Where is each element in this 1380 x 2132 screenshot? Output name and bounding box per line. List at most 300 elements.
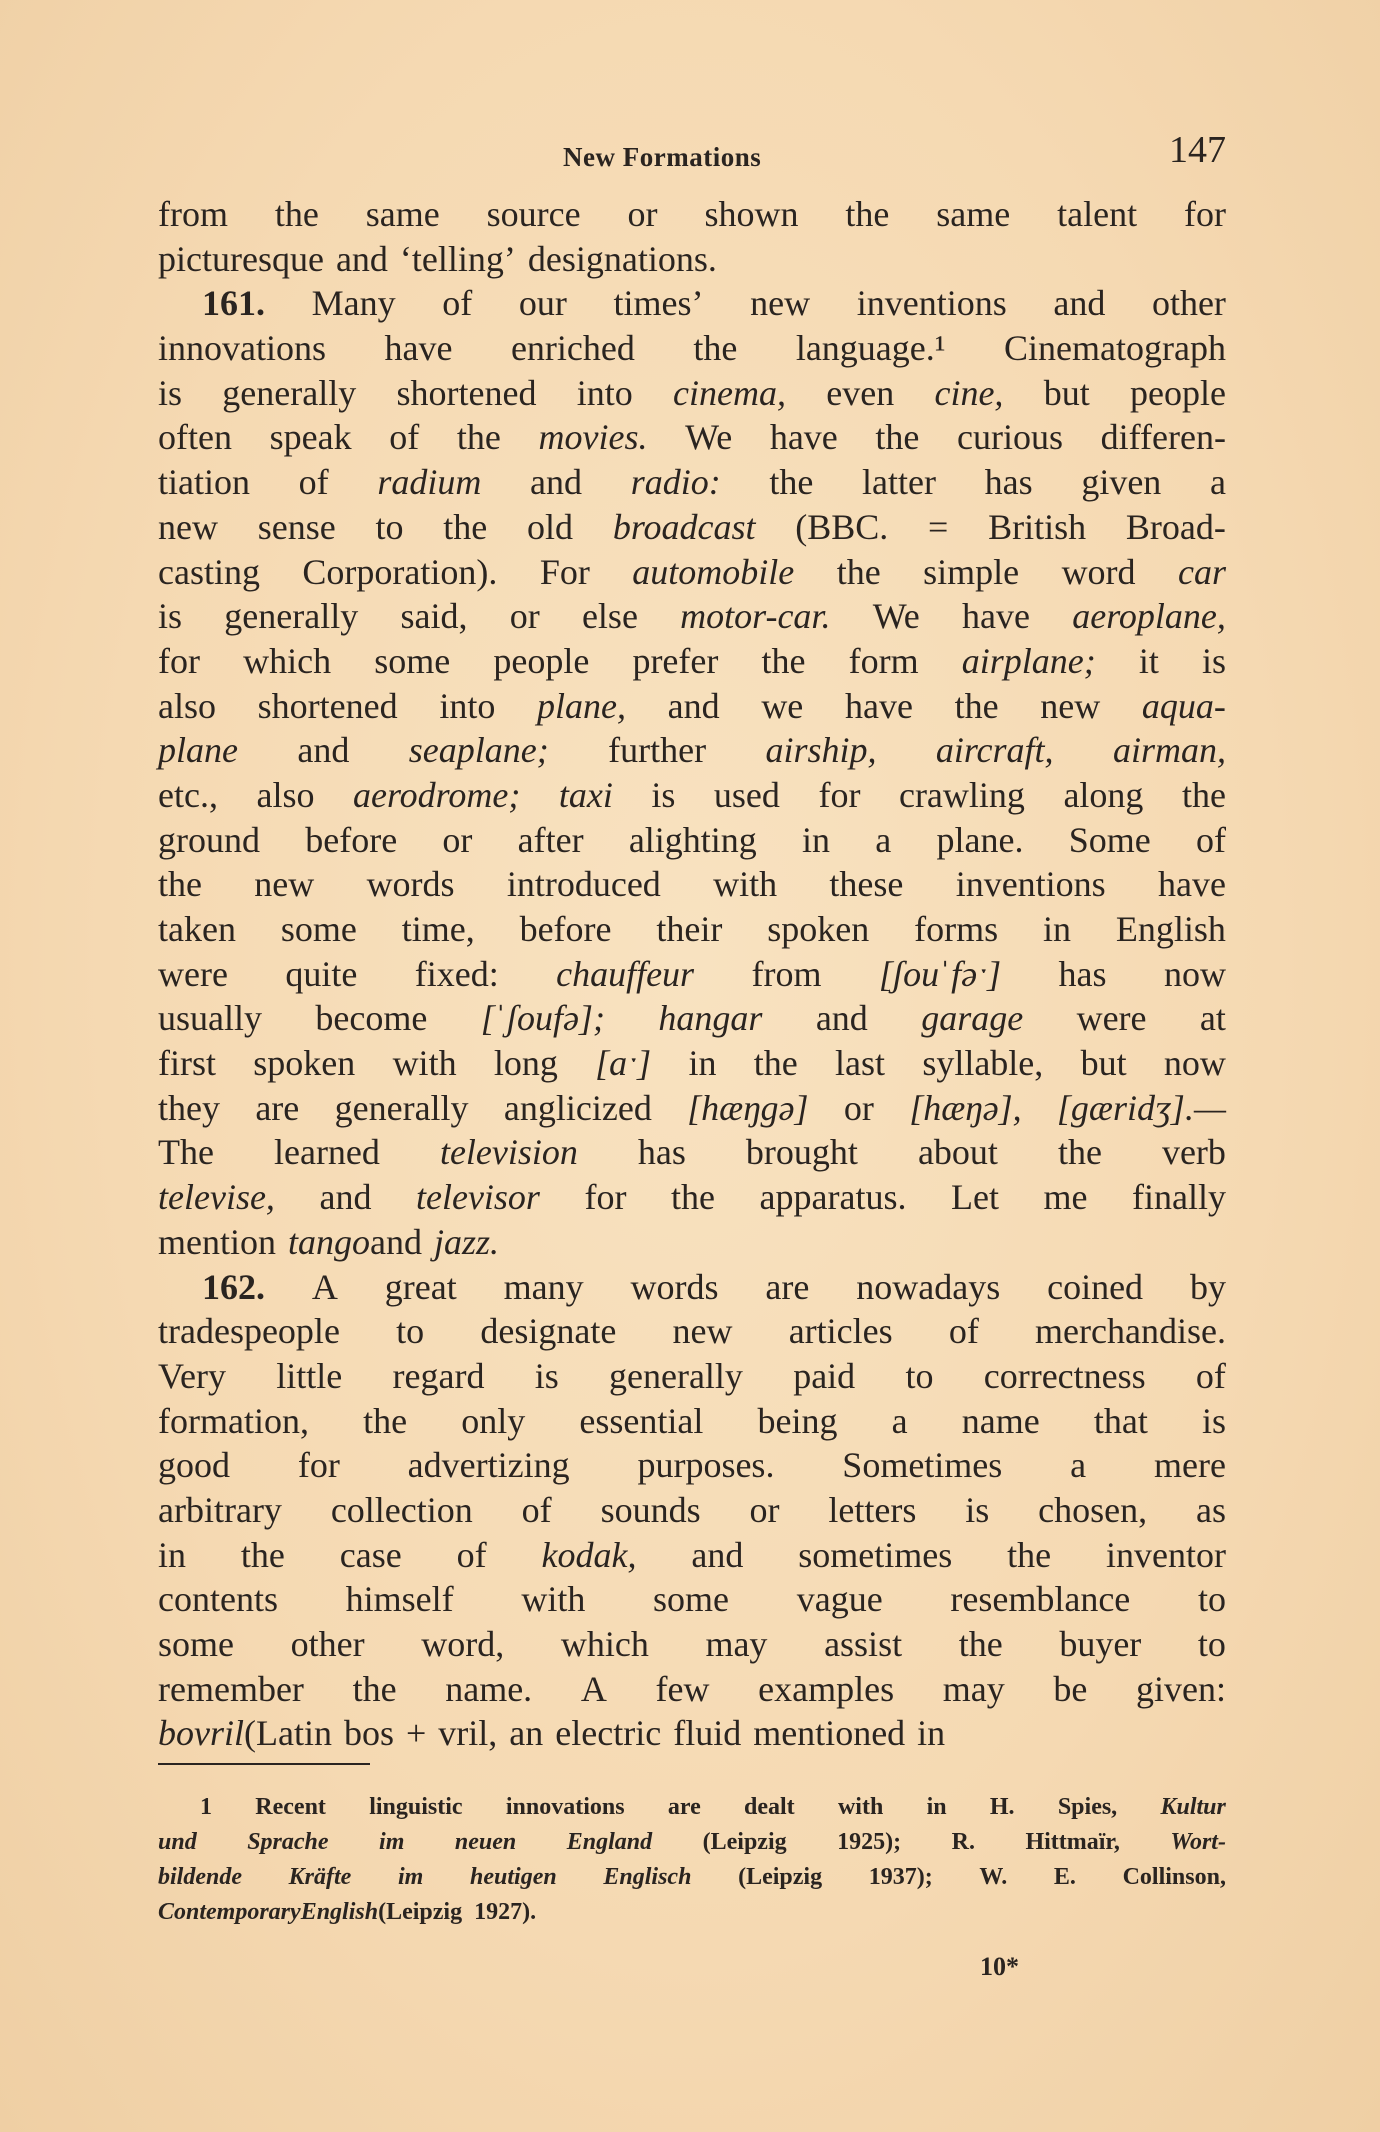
word: many [503,1266,584,1307]
word: a [891,1400,908,1441]
word: [ʃouˈfəˑ] [878,953,1002,994]
word: has [1058,953,1107,994]
word: Sprache [247,1829,329,1855]
word: Some [1068,819,1151,860]
word: and [370,1221,422,1262]
word: articles [788,1311,893,1352]
word: times’ [613,283,704,324]
word: were [158,953,228,994]
text-line [158,505,1226,550]
word: tango [287,1221,370,1262]
word: Englisch [603,1864,692,1890]
word: im [379,1829,405,1855]
word: etc., [158,774,218,815]
word: about [917,1132,998,1173]
word: their [656,909,723,949]
word: these [829,864,904,905]
text-line [158,1220,1226,1265]
word: for [1184,194,1226,234]
word: differen- [1100,417,1226,458]
word: [hæŋgə] [687,1087,809,1128]
word: word, [421,1624,505,1664]
word: new [158,506,218,547]
word: vague [796,1579,883,1620]
word: an [509,1713,544,1754]
word: new [1040,685,1101,726]
word: regard [392,1355,485,1396]
word: 1925); [837,1829,902,1855]
word: bildende [158,1864,242,1890]
word: the [769,462,814,503]
word: (Latin [244,1713,332,1754]
word: taken [158,909,236,949]
word: cinema, [673,372,786,413]
word: radium [377,462,482,503]
word: may [705,1624,768,1664]
word: Kultur [1160,1794,1226,1820]
footnote-line [158,1895,1226,1930]
word: is [534,1355,559,1396]
word: 161. [202,283,265,324]
word: same [936,194,1011,234]
word: designations. [527,238,717,279]
word: English [1115,909,1226,949]
word: chauffeur [556,953,695,994]
text-line [158,281,1226,326]
word: advertizing [407,1445,570,1486]
text-line [158,1175,1226,1220]
word: is [651,774,676,815]
word: language.¹ [795,328,946,369]
word: The [158,1132,214,1173]
word: the [363,1400,408,1441]
word: with [392,1043,457,1084]
word: English [300,1899,379,1925]
word: are [255,1087,300,1128]
word: may [942,1668,1005,1709]
word: from [751,953,822,994]
word: talent [1057,194,1138,234]
word: plane, [537,685,626,726]
word: have [844,685,913,726]
word: latter [862,462,936,503]
word: jazz. [433,1221,500,1262]
word: sounds [600,1489,701,1530]
text-line [158,907,1226,952]
word: car [1178,551,1226,592]
word: last [835,1043,886,1084]
text-line [158,1265,1226,1310]
word: in [926,1794,947,1820]
text-line [158,594,1226,639]
word: inventions [955,864,1106,905]
word: the [1007,1534,1052,1575]
word: shortened [257,685,398,726]
word: has [637,1132,686,1173]
text-line [158,1443,1226,1488]
word: ‘telling’ [399,238,516,279]
word: shortened [396,372,537,413]
word: letters [828,1489,917,1530]
text-line [158,460,1226,505]
word: in [1043,909,1072,949]
word: automobile [632,551,795,592]
word: inventions [856,283,1007,324]
word: learned [273,1132,380,1173]
word: are [765,1266,810,1307]
word: the [352,1668,397,1709]
word: but [1043,372,1090,413]
word: Corporation). [302,551,498,592]
word: the [158,864,202,905]
word: Cinematograph [1004,328,1226,369]
word: British [988,506,1087,547]
word: sense [257,506,336,547]
word: crawling [898,774,1025,815]
word: great [384,1266,457,1307]
word: source [486,194,581,234]
word: contents [158,1579,278,1620]
word: picturesque [158,238,324,279]
word: in [802,819,831,860]
word: Wort- [1170,1829,1226,1855]
word: ground [158,819,260,860]
word: and [335,238,388,279]
word: curious [957,417,1064,458]
text-line [158,1041,1226,1086]
word: dealt [744,1794,795,1820]
word: England [566,1829,653,1855]
word: has [984,462,1033,503]
text-line [158,1354,1226,1399]
word: new [750,283,811,324]
word: (Leipzig [702,1829,787,1855]
text-line [158,550,1226,595]
text-line [158,1488,1226,1533]
running-head: New Formations [563,142,762,172]
word: Many [311,283,396,324]
word: case [339,1534,402,1575]
word: that [1093,1400,1148,1441]
word: have [384,328,453,369]
word: kodak, [541,1534,637,1575]
text-line [158,192,1226,237]
word: bos [343,1713,394,1754]
word: given: [1136,1668,1226,1709]
word: (BBC. [795,506,889,547]
word: or [843,1087,874,1128]
word: further [608,730,707,771]
word: used [713,774,780,815]
word: verb [1161,1132,1226,1173]
word: seaplane; [408,730,549,771]
word: with [521,1579,586,1620]
word: mentioned [753,1713,906,1754]
word: in [688,1043,717,1084]
word: simple [923,551,1020,592]
word: the [761,640,806,681]
word: and [319,1177,372,1218]
word: which [560,1624,649,1664]
word: and [815,998,868,1039]
footnote-line [158,1790,1226,1825]
word: apparatus. [759,1177,907,1218]
word: airplane; [961,640,1096,681]
word: being [757,1400,838,1441]
footnote [158,1790,1226,1930]
word: Broad- [1125,506,1226,547]
word: some [158,1624,234,1664]
text-line [158,1130,1226,1175]
word: mere [1153,1445,1226,1486]
word: of [389,417,420,458]
word: coined [1047,1266,1144,1307]
text-line [158,818,1226,863]
word: E. [1053,1864,1076,1890]
text-line [158,996,1226,1041]
word: [hæŋə], [909,1087,1022,1128]
word: is [158,596,183,637]
word: of [1195,1355,1226,1396]
word: introduced [506,864,661,905]
word: to [396,1311,425,1352]
word: new [672,1311,733,1352]
word: also [256,774,315,815]
word: for [297,1445,340,1486]
word: few [655,1668,710,1709]
word: innovations [158,328,326,369]
word: and [691,1534,744,1575]
word: but [1080,1043,1127,1084]
word: plane. [936,819,1024,860]
word: into [576,372,633,413]
word: or [509,596,540,637]
word: Let [950,1177,999,1218]
word: prefer [632,640,719,681]
word: of [521,1489,552,1530]
word: new [254,864,315,905]
word: the [1181,774,1226,815]
word: the [836,551,881,592]
word: have [1157,864,1226,905]
word: syllable, [922,1043,1044,1084]
word: the [240,1534,285,1575]
text-line [158,1622,1226,1667]
word: into [439,685,496,726]
word: of [456,1534,487,1575]
word: W. [979,1864,1008,1890]
word: the [671,1177,715,1218]
word: Kräfte [288,1864,352,1890]
word: become [315,998,428,1039]
word: good [158,1445,230,1486]
word: spoken [253,1043,356,1084]
footnote-line [158,1825,1226,1860]
word: alighting [628,819,757,860]
word: remember [158,1668,304,1709]
text-line [158,371,1226,416]
word: little [276,1355,343,1396]
word: for [158,640,200,681]
word: else [581,596,638,637]
word: airman, [1112,730,1226,771]
word: or [442,819,473,860]
word: given [1081,462,1162,503]
word: is [158,372,183,413]
word: Spies, [1057,1794,1118,1820]
word: words [630,1266,719,1307]
word: some [280,909,357,949]
word: fixed: [414,953,499,994]
word: other [1151,283,1226,324]
signature-mark: 10* [980,1952,1019,1981]
word: for [584,1177,627,1218]
word: other [290,1624,365,1664]
text-line [158,415,1226,460]
text-line [158,1533,1226,1578]
word: and [667,685,720,726]
word: were [1076,998,1147,1039]
word: A [580,1668,607,1709]
word: Contemporary [158,1899,301,1925]
word: form [848,640,919,681]
word: or [749,1489,780,1530]
word: spoken [767,909,870,949]
word: neuen [454,1829,517,1855]
word: of [948,1311,979,1352]
word: Hittmaïr, [1025,1829,1120,1855]
word: after [517,819,584,860]
word: nowadays [856,1266,1001,1307]
word: cine, [934,372,1004,413]
word: enriched [510,328,635,369]
text-line [158,639,1226,684]
footnote-line [158,1860,1226,1895]
word: some [653,1579,730,1620]
word: Collinson, [1122,1864,1226,1890]
word: inventor [1106,1534,1226,1575]
word: [aˑ] [595,1043,652,1084]
text-line [158,1309,1226,1354]
word: A [311,1266,338,1307]
word: und [158,1829,197,1855]
word: same [365,194,440,234]
word: hangar [658,998,763,1039]
word: correctness [983,1355,1146,1396]
word: have [769,417,838,458]
word: for [818,774,861,815]
word: Very [158,1355,226,1396]
word: is [965,1489,990,1530]
word: said, [400,596,468,637]
word: aircraft, [935,730,1054,771]
word: Recent [255,1794,326,1820]
word: tiation [158,462,250,503]
word: the [443,506,488,547]
word: me [1043,1177,1088,1218]
word: is [1201,640,1226,681]
word: chosen, [1038,1489,1148,1530]
word: as [1196,1489,1226,1530]
word: be [1053,1668,1088,1709]
word: name. [445,1668,533,1709]
text-line [158,1086,1226,1131]
word: they [158,1087,220,1128]
word: vril, [438,1713,498,1754]
word: to [1197,1579,1226,1620]
word: bovril [158,1713,244,1754]
word: We [685,417,733,458]
word: motor-car. [680,596,831,637]
word: forms [914,909,999,949]
word: in [158,1534,187,1575]
word: and [530,462,583,503]
word: the [274,194,319,234]
word: to [905,1355,934,1396]
word: televise, [158,1177,275,1218]
footnote-rule [158,1763,370,1765]
word: the [845,194,890,234]
word: quite [285,953,358,994]
word: usually [158,998,262,1039]
word: now [1163,1043,1226,1084]
text-line [158,326,1226,371]
word: also [158,685,216,726]
text-line [158,1399,1226,1444]
word: before [305,819,398,860]
word: along [1063,774,1144,815]
word: the [1057,1132,1102,1173]
word: anglicized [503,1087,652,1128]
word: [gæridʒ].— [1056,1087,1226,1128]
word: collection [330,1489,473,1530]
word: fluid [673,1713,742,1754]
word: by [1189,1266,1226,1307]
word: Sometimes [842,1445,1003,1486]
word: airship, [765,730,877,771]
word: people [493,640,590,681]
text-line [158,952,1226,997]
word: aqua- [1141,685,1226,726]
word: televisor [415,1177,540,1218]
word: + [405,1713,427,1754]
body-text [158,192,1226,1756]
word: [ˈʃoufə]; [480,998,606,1039]
word: (Leipzig [738,1864,823,1890]
word: aerodrome; [353,774,521,815]
word: im [398,1864,424,1890]
word: in [917,1713,946,1754]
word: is [1201,1400,1226,1441]
word: now [1163,953,1226,994]
word: assist [824,1624,903,1664]
word: arbitrary [158,1489,282,1530]
word: the [693,328,738,369]
word: words [366,864,455,905]
word: are [667,1794,701,1820]
word: We [872,596,920,637]
word: a [875,819,892,860]
word: For [539,551,590,592]
text-line [158,1711,1226,1756]
word: the [753,1043,798,1084]
word: 1937); [868,1864,933,1890]
text-line [158,862,1226,907]
text-line [158,1577,1226,1622]
word: some [374,640,451,681]
word: himself [345,1579,454,1620]
word: old [527,506,574,547]
